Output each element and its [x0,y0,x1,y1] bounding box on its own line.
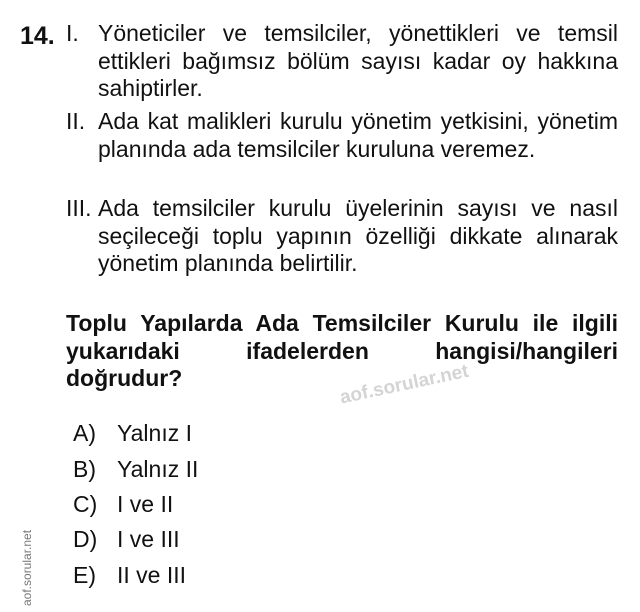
statement-3 [66,195,618,278]
statement-1-numeral: I. [66,20,79,46]
statement-2 [66,108,618,163]
option-a-letter: A) [73,420,96,446]
statement-3-numeral: III. [66,195,92,221]
option-c[interactable] [73,490,173,518]
option-e-text: II ve III [117,562,187,588]
option-c-text: I ve II [117,491,174,517]
side-watermark-text: aof.sorular.net [20,529,34,606]
question-number: 14. [20,22,55,50]
statement-2-text: Ada kat malikleri kurulu yönetim yetkisini, yönetim planında ada temsilciler kuruluna veremez. [98,108,618,162]
statement-2-numeral: II. [66,108,86,134]
option-b[interactable] [73,455,198,483]
option-e[interactable] [73,561,186,589]
statement-1 [66,20,618,103]
option-c-letter: C) [73,491,98,517]
option-a[interactable] [73,419,192,447]
option-b-letter: B) [73,456,96,482]
statement-1-text: Yöneticiler ve temsilciler, yönettikleri ve temsil ettikleri bağımsız bölüm sayısı kadar oy hakkına sahiptirler. [98,20,618,101]
option-d-text: I ve III [117,526,180,552]
question-prompt: Toplu Yapılarda Ada Temsilciler Kurulu ile ilgili yukarıdaki ifadelerden hangisi/hangileri doğrudur? [66,310,618,391]
option-b-text: Yalnız II [117,456,199,482]
option-a-text: Yalnız I [117,420,192,446]
statement-3-text: Ada temsilciler kurulu üyelerinin sayısı ve nasıl seçileceği toplu yapının özelliği dikkate alınarak yönetim planında belirtilir. [98,195,618,276]
watermark-text: aof.sorular.net [338,360,471,409]
option-d[interactable] [73,525,180,553]
option-e-letter: E) [73,562,96,588]
option-d-letter: D) [73,526,98,552]
